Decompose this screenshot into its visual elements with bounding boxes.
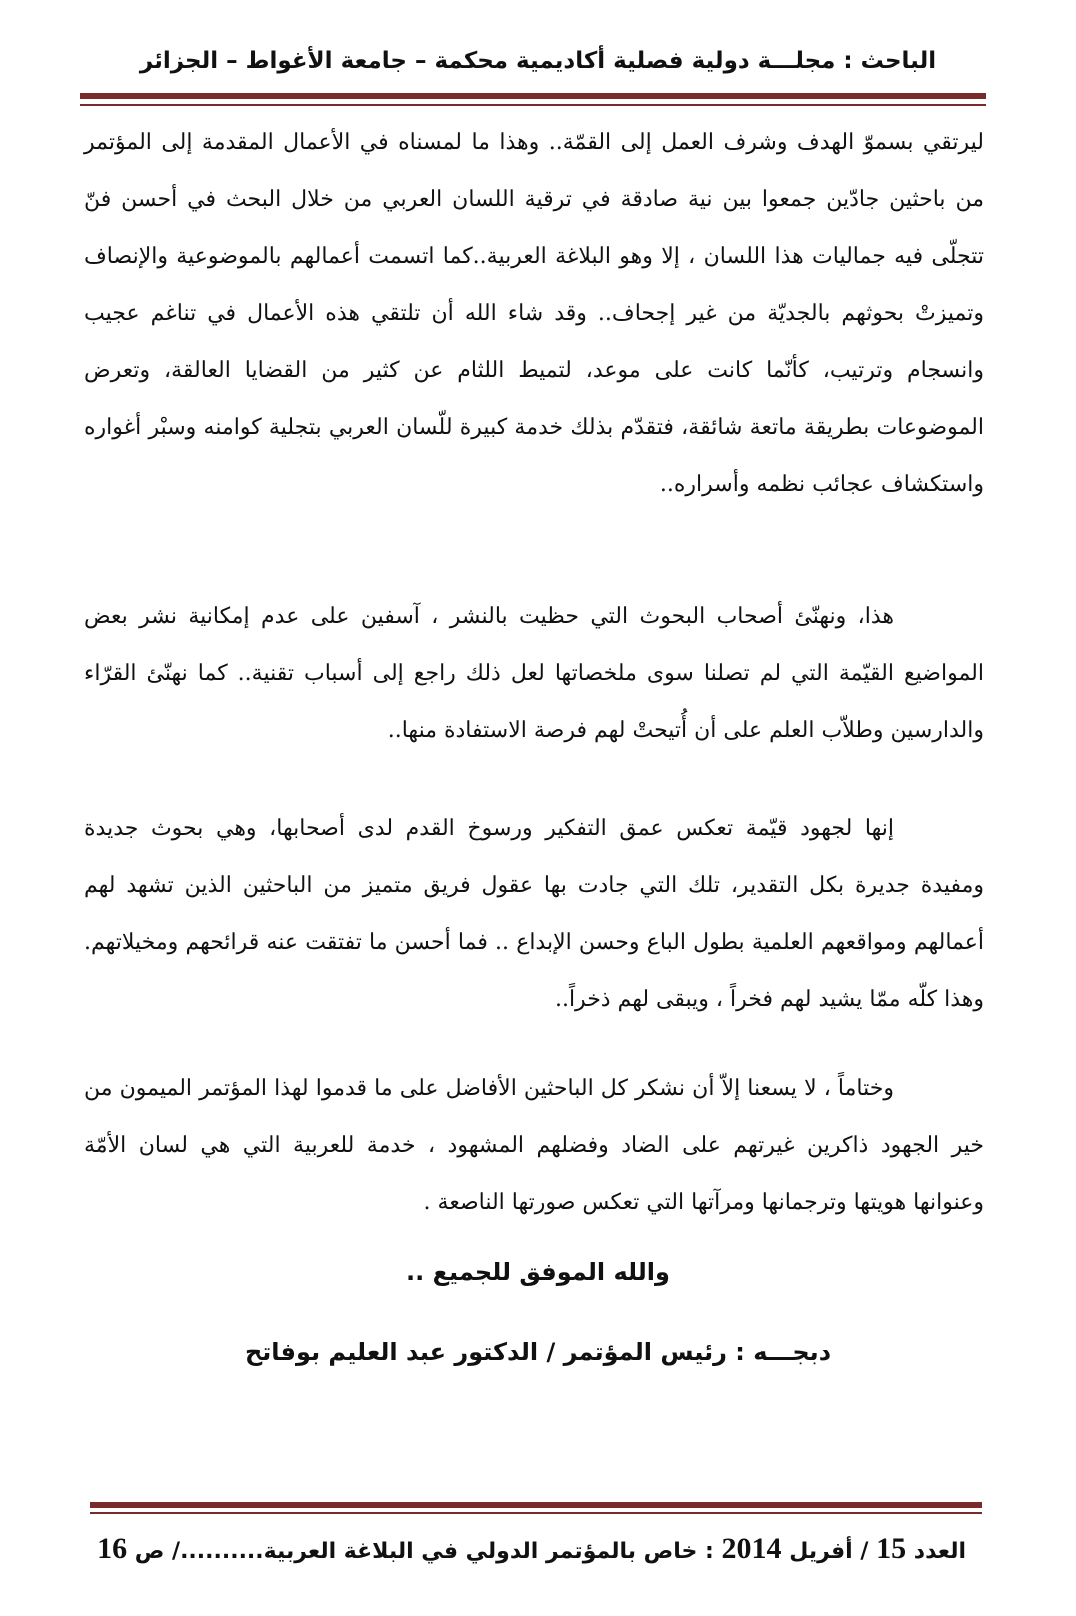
footer-rule-thin (90, 1512, 982, 1514)
signature-line: دبجـــه : رئيس المؤتمر / الدكتور عبد العليم بوفاتح (244, 1338, 832, 1366)
paragraph-1: ليرتقي بسموّ الهدف وشرف العمل إلى القمّة.. وهذا ما لمسناه في الأعمال المقدمة إلى المؤتمر من باحثين جادّين جمعوا بين نية صادقة في ترقية اللسان العربي من خلال البحث في أحسن فنّ تتجلّى فيه جماليات هذا اللسان ، إلا وهو البلاغة العربية..كما اتسمت أعمالهم بالموضوعية والإنصاف وتميزتْ بحوثهم بالجديّة من غير إجحاف.. وقد شاء الله أن تلتقي هذه الأعمال في تناغم عجيب وانسجام وترتيب، كأنّما كانت على موعد، لتميط اللثام عن كثير من القضايا العالقة، وتعرض الموضوعات بطريقة ماتعة شائقة، فتقدّم بذلك خدمة كبيرة للّسان العربي بتجلية كوامنه وسبْر أغواره واستكشاف عجائب نظمه وأسراره.. (84, 130, 984, 497)
page-header (90, 44, 986, 78)
footer-year: 2014 (721, 1532, 782, 1565)
footer-issue-label: العدد (913, 1539, 966, 1564)
footer-issue-number: 15 (876, 1532, 907, 1565)
footer-separator: / (860, 1539, 869, 1564)
header-rule-thick (80, 93, 986, 99)
footer-special-text: : خاص بالمؤتمر الدولي في البلاغة العربية........../ ص (134, 1539, 714, 1564)
paragraph-2: هذا، ونهنّئ أصحاب البحوث التي حظيت بالنشر ، آسفين على عدم إمكانية نشر بعض المواضيع القيّمة التي لم تصلنا سوى ملخصاتها لعل ذلك راجع إلى أسباب تقنية.. كما نهنّئ القرّاء والدارسين وطلاّب العلم على أن أُتيحتْ لهم فرصة الاستفادة منها.. (84, 604, 984, 743)
paragraph-4: وختاماً ، لا يسعنا إلاّ أن نشكر كل الباحثين الأفاضل على ما قدموا لهذا المؤتمر الميمون من خير الجهود ذاكرين غيرتهم على الضاد وفضلهم المشهود ، خدمة للعربية التي هي لسان الأمّة وعنوانها هويتها وترجمانها ومرآتها التي تعكس صورتها الناصعة . (84, 1076, 984, 1215)
page-footer (97, 1530, 966, 1571)
footer-rule-thick (90, 1502, 982, 1508)
header-title: الباحث : مجلـــة دولية فصلية أكاديمية محكمة – جامعة الأغواط – الجزائر (139, 48, 937, 74)
footer-month: أفريل (789, 1539, 853, 1564)
header-rule-thin (80, 104, 986, 106)
paragraph-3: إنها لجهود قيّمة تعكس عمق التفكير ورسوخ القدم لدى أصحابها، وهي بحوث جديدة ومفيدة جديرة بكل التقدير، تلك التي جادت بها عقول فريق متميز من الباحثين الذين تشهد لهم أعمالهم ومواقعهم العلمية بطول الباع وحسن الإبداع .. فما أحسن ما تفتقت عنه قرائحهم ومخيلاتهم. وهذا كلّه ممّا يشيد لهم فخراً ، ويبقى لهم ذخراً.. (84, 816, 984, 1012)
closing-line: والله الموفق للجميع .. (406, 1258, 670, 1286)
footer-page-number: 16 (97, 1532, 128, 1565)
